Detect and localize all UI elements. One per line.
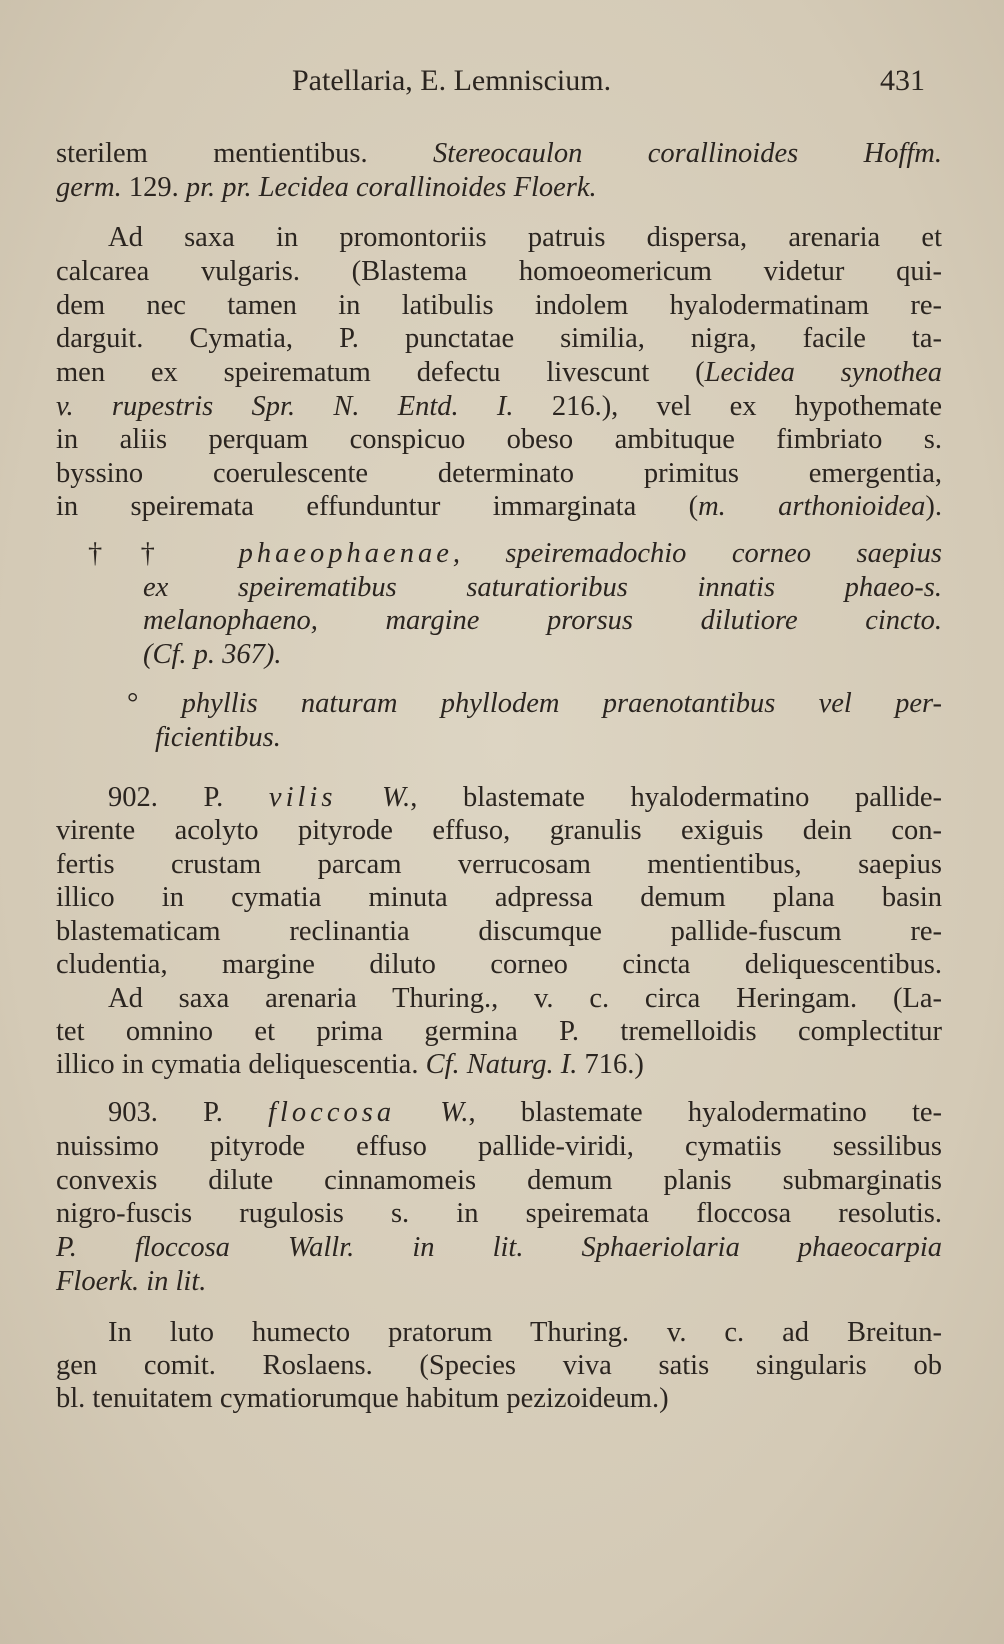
text-line	[56, 1382, 669, 1416]
italic-text: W.	[336, 782, 411, 813]
text-line	[108, 781, 942, 815]
text-line	[56, 848, 942, 882]
italic-text: melanophaeno, margine prorsus dilutiore cincto.	[143, 605, 942, 636]
italic-text: m. arthonioidea	[698, 491, 926, 522]
text-span: bl. tenuitatem cymatiorumque habitum pezizoideum.)	[56, 1383, 669, 1414]
text-line	[56, 457, 942, 491]
text-line	[56, 1265, 206, 1299]
text-line	[56, 814, 942, 848]
text-span: sterilem mentientibus.	[56, 138, 434, 169]
text-span: byssino coerulescente determinato primitus emergentia,	[56, 458, 942, 489]
text-span: 216.), vel ex hypothemate	[551, 391, 942, 422]
italic-text: phaeophaenae	[238, 538, 453, 569]
italic-text: floccosa	[268, 1097, 396, 1128]
text-line	[56, 915, 942, 949]
text-span: blastematicam reclinantia discumque pallide-fuscum re-	[56, 916, 942, 947]
text-span: men ex speirematum defectu livescunt (	[56, 357, 705, 388]
text-span: 716.)	[584, 1049, 644, 1080]
text-line	[56, 881, 942, 915]
text-span: P.	[203, 1097, 269, 1128]
text-span: calcarea vulgaris. (Blastema homoeomericum videtur qui-	[56, 256, 942, 287]
italic-text: pr. pr. Lecidea corallinoides Floerk.	[185, 172, 597, 203]
text-span: , blastemate hyalodermatino te-	[468, 1097, 943, 1128]
text-line	[88, 537, 942, 571]
text-span: in aliis perquam conspicuo obeso ambituque fimbriato s.	[56, 424, 942, 455]
italic-text: vilis	[268, 782, 337, 813]
text-line	[143, 571, 942, 605]
text-line	[143, 604, 942, 638]
text-line	[143, 638, 282, 672]
text-span: Ad saxa arenaria Thuring., v. c. circa Heringam. (La-	[108, 983, 942, 1014]
italic-text: germ.	[56, 172, 129, 203]
italic-text: W.	[395, 1097, 469, 1128]
italic-text: P. floccosa Wallr. in lit. Sphaeriolaria phaeocarpia	[56, 1232, 942, 1263]
italic-text: Cf. Naturg. I.	[425, 1049, 585, 1080]
text-line	[56, 1231, 942, 1265]
text-span: in speiremata effunduntur immarginata (	[56, 491, 699, 522]
italic-text: Stereocaulon corallinoides Hoffm.	[433, 138, 942, 169]
text-span: illico in cymatia deliquescentia.	[56, 1049, 426, 1080]
italic-text: (Cf. p. 367).	[143, 639, 282, 670]
text-line	[56, 490, 942, 524]
text-span: °	[127, 688, 182, 719]
text-span: , blastemate hyalodermatino pallide-	[410, 782, 942, 813]
text-line	[56, 356, 942, 390]
text-span: P.	[203, 782, 269, 813]
text-span: 902.	[108, 782, 204, 813]
text-span: ).	[925, 491, 942, 522]
text-span: illico in cymatia minuta adpressa demum plana basin	[56, 882, 942, 913]
text-line	[108, 1316, 942, 1350]
text-span: virente acolyto pityrode effuso, granulis exiguis dein con-	[56, 815, 942, 846]
text-line	[56, 255, 942, 289]
text-span: ††	[88, 538, 239, 569]
running-head: Patellaria, E. Lemniscium.	[292, 64, 612, 97]
text-span: fertis crustam parcam verrucosam mentientibus, saepius	[56, 849, 942, 880]
text-span: Ad saxa in promontoriis patruis dispersa, arenaria et	[108, 222, 942, 253]
text-line	[108, 1096, 942, 1130]
text-span: 129.	[128, 172, 186, 203]
text-line	[56, 137, 942, 171]
text-line	[56, 390, 942, 424]
italic-text: ex speirematibus saturatioribus innatis phaeo-s.	[143, 572, 942, 603]
italic-text: Floerk. in lit.	[56, 1266, 207, 1297]
italic-text: Lecidea synothea	[704, 357, 942, 388]
text-line	[56, 1048, 644, 1082]
text-span: gen comit. Roslaens. (Species viva satis singularis ob	[56, 1350, 942, 1381]
text-span: convexis dilute cinnamomeis demum planis submarginatis	[56, 1165, 942, 1196]
text-line	[56, 322, 942, 356]
italic-text: phyllis naturam phyllodem praenotantibus vel per-	[181, 688, 942, 719]
text-span: nigro-fuscis rugulosis s. in speiremata floccosa resolutis.	[56, 1198, 942, 1229]
text-line	[56, 171, 597, 205]
text-line	[56, 948, 942, 982]
text-line	[56, 1349, 942, 1383]
italic-text: , speiremadochio corneo saepius	[452, 538, 942, 569]
text-line	[56, 1197, 942, 1231]
text-line	[56, 289, 942, 323]
text-line	[56, 1164, 942, 1198]
italic-text: v. rupestris Spr. N. Entd. I.	[56, 391, 552, 422]
text-span: nuissimo pityrode effuso pallide-viridi, cymatiis sessilibus	[56, 1131, 942, 1162]
text-line	[56, 1015, 942, 1049]
text-span: darguit. Cymatia, P. punctatae similia, nigra, facile ta-	[56, 323, 942, 354]
text-span: cludentia, margine diluto corneo cincta deliquescentibus.	[56, 949, 942, 980]
text-span: In luto humecto pratorum Thuring. v. c. ad Breitun-	[108, 1317, 942, 1348]
text-span: 903.	[108, 1097, 204, 1128]
text-line	[56, 1130, 942, 1164]
text-line	[108, 982, 942, 1016]
text-span: dem nec tamen in latibulis indolem hyalodermatinam re-	[56, 290, 942, 321]
text-line	[155, 721, 281, 755]
text-line	[108, 221, 942, 255]
page-number: 431	[880, 64, 925, 97]
italic-text: ficientibus.	[155, 722, 281, 753]
text-span: tet omnino et prima germina P. tremelloidis complectitur	[56, 1016, 942, 1047]
text-line	[56, 423, 942, 457]
text-line	[127, 687, 942, 721]
